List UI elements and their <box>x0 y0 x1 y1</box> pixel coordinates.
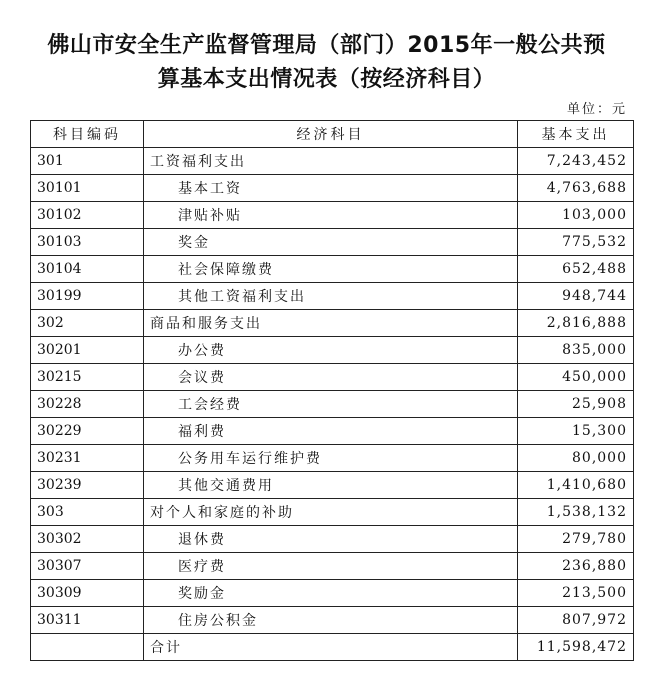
table-row <box>31 445 634 472</box>
row-name: 医疗费 <box>144 553 518 580</box>
row-name: 奖励金 <box>144 580 518 607</box>
row-code: 30199 <box>31 283 144 310</box>
row-name: 退休费 <box>144 526 518 553</box>
row-code: 302 <box>31 310 144 337</box>
total-row <box>31 634 634 661</box>
row-code: 30101 <box>31 175 144 202</box>
row-code: 30229 <box>31 418 144 445</box>
row-code: 30201 <box>31 337 144 364</box>
row-code: 30228 <box>31 391 144 418</box>
row-amount: 948,744 <box>518 283 634 310</box>
row-amount: 279,780 <box>518 526 634 553</box>
row-amount: 1,538,132 <box>518 499 634 526</box>
row-amount: 15,300 <box>518 418 634 445</box>
table-row <box>31 580 634 607</box>
row-name: 住房公积金 <box>144 607 518 634</box>
row-name: 商品和服务支出 <box>144 310 518 337</box>
document-title-line1: 佛山市安全生产监督管理局（部门）2015年一般公共预 <box>47 33 606 58</box>
row-name: 工资福利支出 <box>144 148 518 175</box>
header-name: 经济科目 <box>144 121 518 148</box>
row-name: 奖金 <box>144 229 518 256</box>
row-name: 其他工资福利支出 <box>144 283 518 310</box>
header-code: 科目编码 <box>31 121 144 148</box>
document-title-line2: 算基本支出情况表（按经济科目） <box>157 67 496 92</box>
row-code: 30302 <box>31 526 144 553</box>
row-name: 工会经费 <box>144 391 518 418</box>
table-row <box>31 310 634 337</box>
unit-label: 单位：元 <box>566 102 627 117</box>
row-amount: 7,243,452 <box>518 148 634 175</box>
total-label: 合计 <box>144 634 518 661</box>
row-code: 30215 <box>31 364 144 391</box>
row-code: 30311 <box>31 607 144 634</box>
row-code: 301 <box>31 148 144 175</box>
row-amount: 236,880 <box>518 553 634 580</box>
row-amount: 775,532 <box>518 229 634 256</box>
table-row <box>31 202 634 229</box>
table-row <box>31 418 634 445</box>
row-code: 303 <box>31 499 144 526</box>
row-code: 30102 <box>31 202 144 229</box>
table-row <box>31 607 634 634</box>
table-row <box>31 364 634 391</box>
table-row <box>31 337 634 364</box>
table-row <box>31 283 634 310</box>
row-code: 30309 <box>31 580 144 607</box>
row-name: 基本工资 <box>144 175 518 202</box>
table-row <box>31 175 634 202</box>
row-name: 津贴补贴 <box>144 202 518 229</box>
row-code: 30239 <box>31 472 144 499</box>
row-amount: 807,972 <box>518 607 634 634</box>
row-amount: 835,000 <box>518 337 634 364</box>
table-row <box>31 526 634 553</box>
header-amount: 基本支出 <box>518 121 634 148</box>
row-amount: 450,000 <box>518 364 634 391</box>
row-name: 会议费 <box>144 364 518 391</box>
row-amount: 652,488 <box>518 256 634 283</box>
row-amount: 80,000 <box>518 445 634 472</box>
row-code: 30231 <box>31 445 144 472</box>
table-row <box>31 472 634 499</box>
budget-table <box>30 120 634 661</box>
row-code: 30103 <box>31 229 144 256</box>
total-amount: 11,598,472 <box>518 634 634 661</box>
table-row <box>31 391 634 418</box>
row-code: 30104 <box>31 256 144 283</box>
row-amount: 2,816,888 <box>518 310 634 337</box>
row-name: 社会保障缴费 <box>144 256 518 283</box>
table-row <box>31 229 634 256</box>
row-name: 对个人和家庭的补助 <box>144 499 518 526</box>
row-amount: 1,410,680 <box>518 472 634 499</box>
row-amount: 4,763,688 <box>518 175 634 202</box>
row-amount: 25,908 <box>518 391 634 418</box>
row-name: 办公费 <box>144 337 518 364</box>
row-amount: 213,500 <box>518 580 634 607</box>
total-code <box>31 634 144 661</box>
row-name: 公务用车运行维护费 <box>144 445 518 472</box>
row-amount: 103,000 <box>518 202 634 229</box>
table-header-row <box>31 121 634 148</box>
row-name: 福利费 <box>144 418 518 445</box>
row-code: 30307 <box>31 553 144 580</box>
table-body <box>31 148 634 661</box>
table-row <box>31 499 634 526</box>
row-name: 其他交通费用 <box>144 472 518 499</box>
table-row <box>31 148 634 175</box>
table-row <box>31 553 634 580</box>
table-row <box>31 256 634 283</box>
